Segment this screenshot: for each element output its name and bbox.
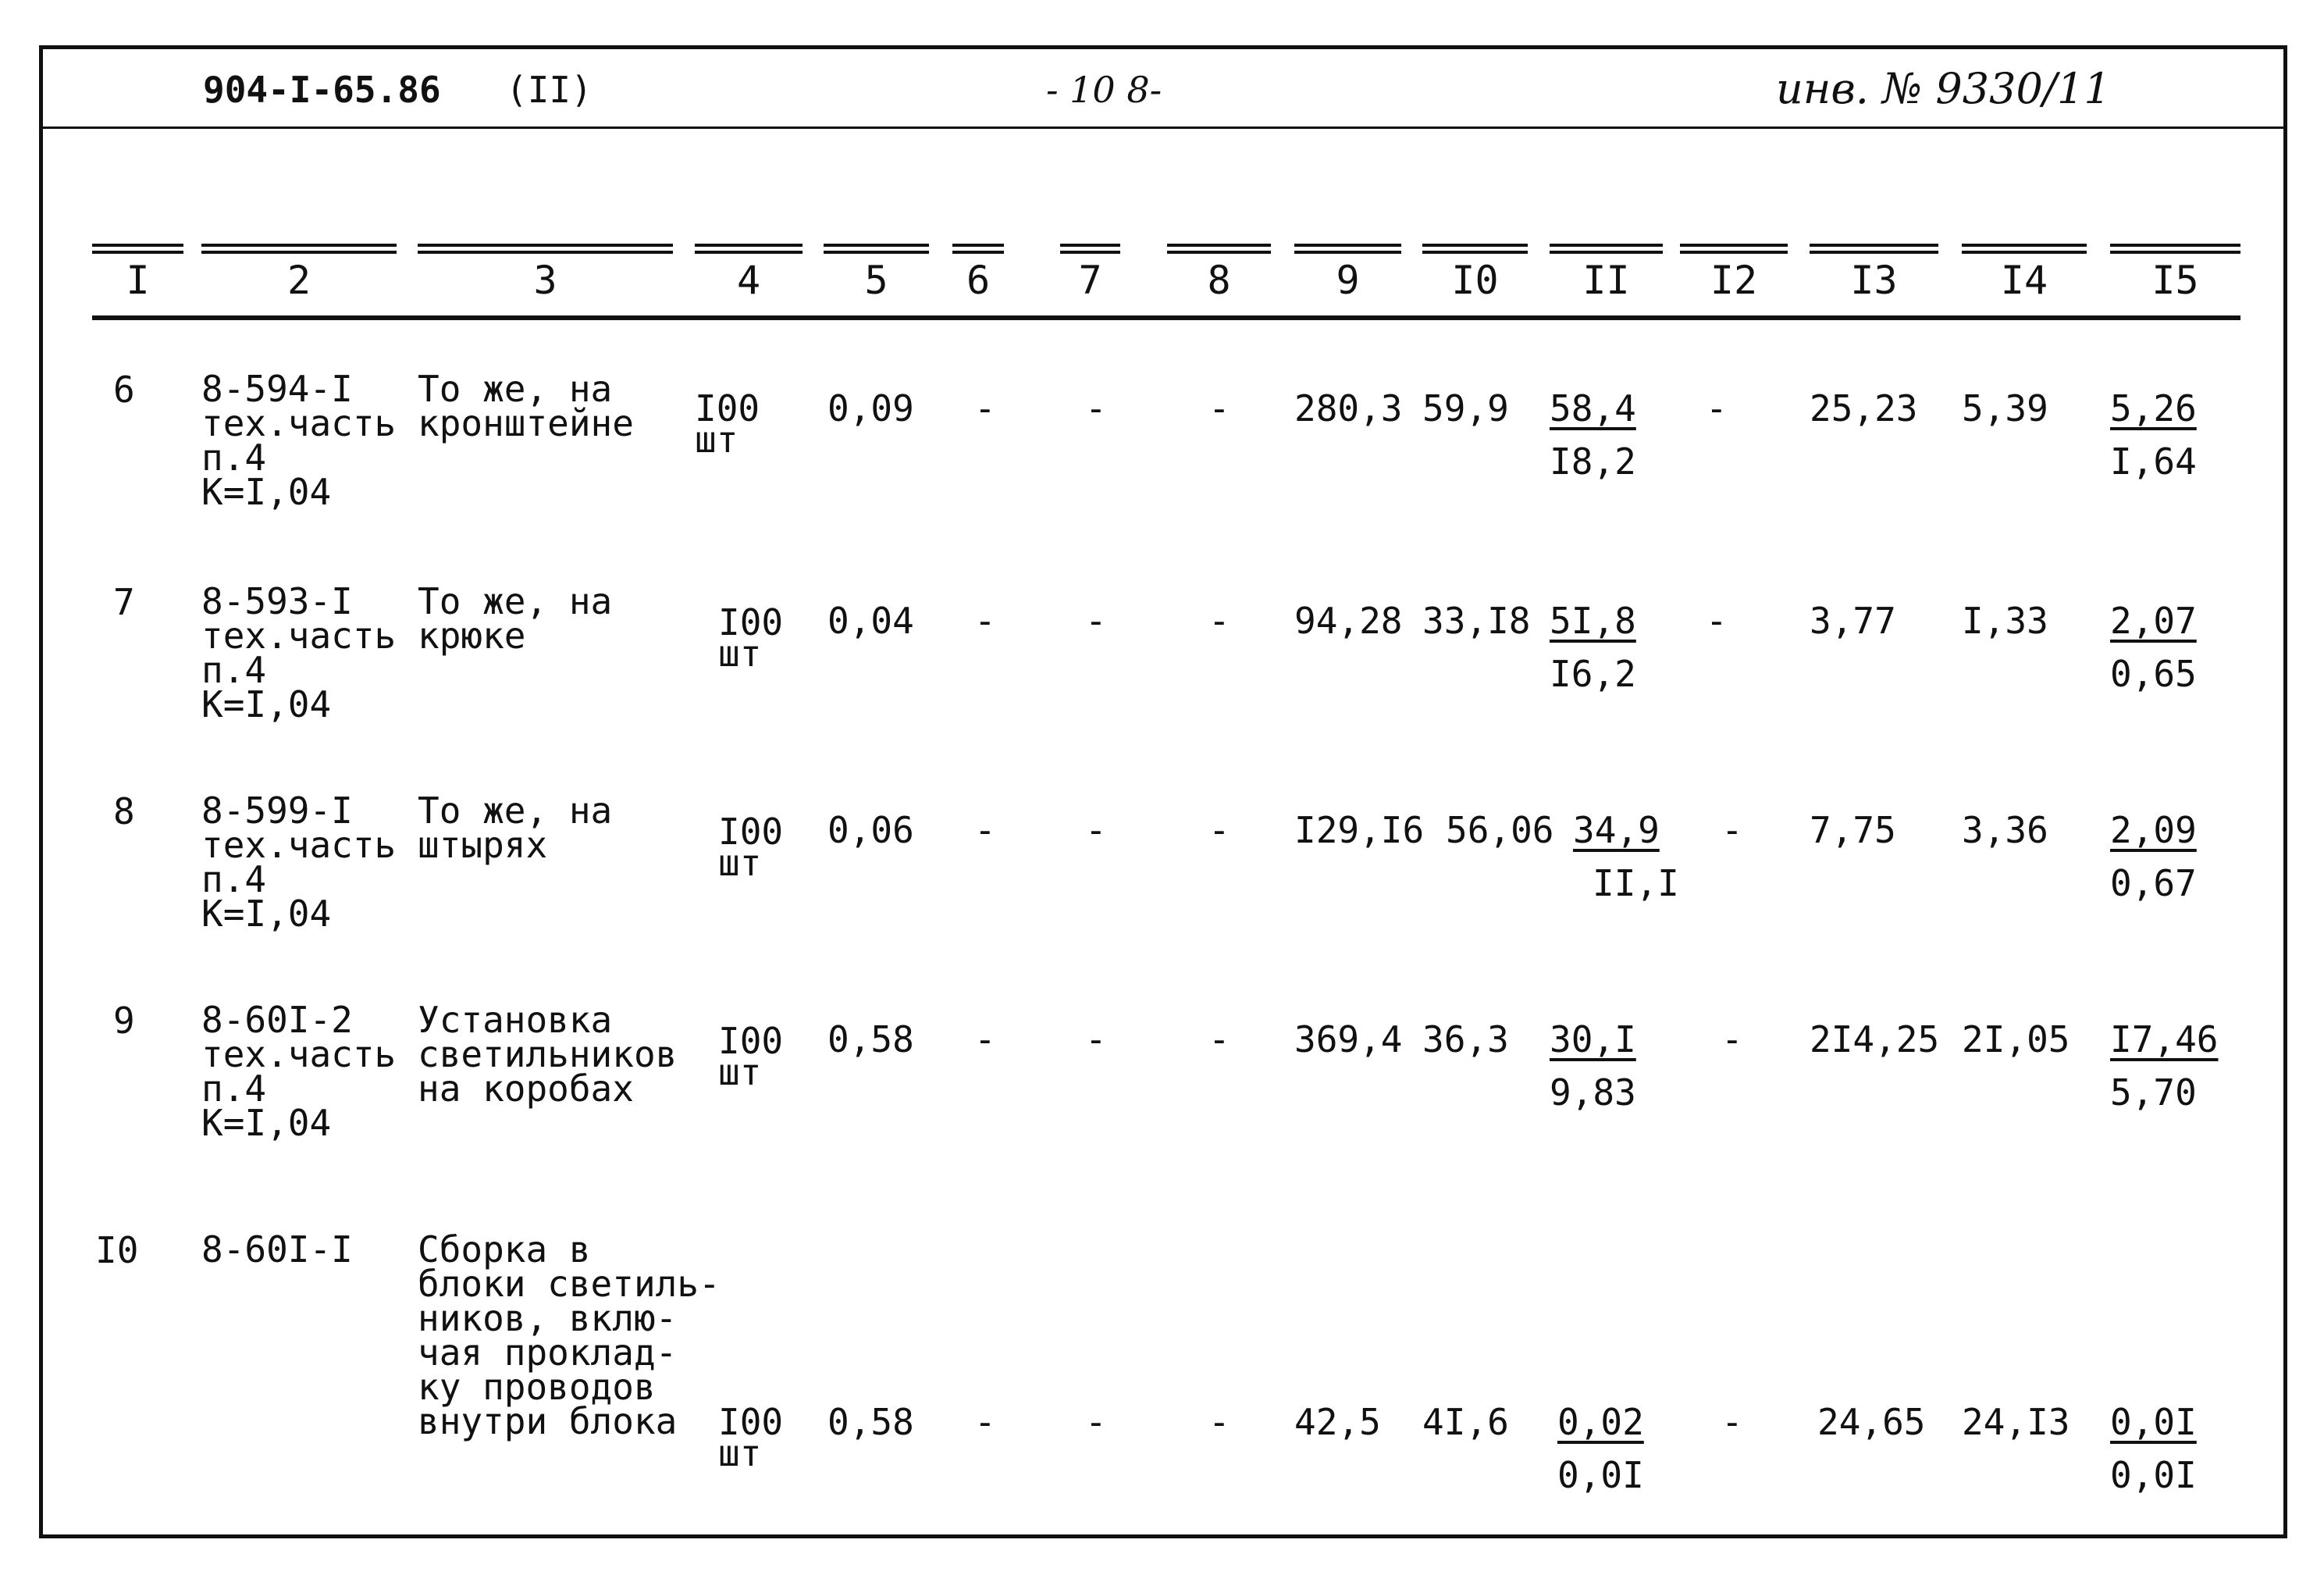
row-col11-numerator: 30,I (1550, 1018, 1636, 1061)
column-header-rule (1550, 244, 1663, 247)
row-description-line: блоки светиль- (418, 1263, 721, 1305)
row-col12: - (1721, 1018, 1743, 1061)
row-col12: - (1721, 1401, 1743, 1443)
row-col7: - (1085, 1401, 1107, 1443)
row-col11-denominator: 0,0I (1557, 1454, 1644, 1496)
row-description-line: на коробах (418, 1067, 634, 1110)
row-col15-denominator: 0,67 (2110, 862, 2197, 905)
column-number-12: I2 (1710, 258, 1758, 303)
column-number-3: 3 (533, 258, 557, 303)
row-col11-numerator: 0,02 (1557, 1401, 1644, 1443)
row-col15-numerator: I7,46 (2110, 1018, 2219, 1061)
row-number: 6 (113, 369, 135, 411)
row-col7: - (1085, 387, 1107, 430)
row-code-line: 8-599-I (201, 789, 353, 832)
row-unit-suffix: шт (695, 419, 738, 462)
row-code-line: тех.часть (201, 615, 397, 657)
row-quantity: 0,04 (827, 600, 914, 643)
row-col14: 2I,05 (1962, 1018, 2070, 1061)
row-number: 8 (113, 790, 135, 832)
row-description-line: внутри блока (418, 1400, 678, 1442)
row-description-line: То же, на (418, 580, 613, 622)
row-col12: - (1706, 600, 1728, 643)
column-header-rule (952, 244, 1004, 247)
page-frame (39, 45, 2287, 1538)
row-number: I0 (95, 1229, 139, 1271)
row-unit: I00 (718, 1401, 784, 1443)
doc-part: (II) (506, 69, 593, 111)
column-number-14: I4 (2000, 258, 2048, 303)
page-number: - 10 8- (1046, 69, 1162, 111)
row-code-line: 8-60I-I (201, 1228, 353, 1271)
row-col12: - (1721, 809, 1743, 852)
row-col15-denominator: 0,0I (2110, 1454, 2197, 1496)
row-code-line: К=I,04 (201, 1102, 332, 1144)
row-description-line: крюке (418, 615, 526, 657)
row-quantity: 0,58 (827, 1401, 914, 1443)
row-col13: 2I4,25 (1810, 1018, 1940, 1061)
row-col15-numerator: 5,26 (2110, 387, 2197, 430)
row-col9: I29,I6 (1294, 809, 1425, 852)
row-col11-denominator: II,I (1593, 862, 1679, 905)
column-header-rule (1422, 244, 1528, 247)
row-col14: I,33 (1962, 600, 2048, 643)
column-header-rule (1167, 244, 1271, 247)
row-col8: - (1208, 1401, 1230, 1443)
row-col8: - (1208, 809, 1230, 852)
row-col8: - (1208, 387, 1230, 430)
row-col10: 56,06 (1446, 809, 1554, 852)
row-col14: 5,39 (1962, 387, 2048, 430)
column-number-7: 7 (1078, 258, 1102, 303)
row-col9: 280,3 (1294, 387, 1403, 430)
row-code-line: тех.часть (201, 1033, 397, 1075)
row-col15-denominator: I,64 (2110, 440, 2197, 483)
row-code-line: 8-60I-2 (201, 999, 353, 1041)
row-unit-suffix: шт (718, 1432, 762, 1474)
row-code-line: п.4 (201, 437, 267, 479)
row-quantity: 0,09 (827, 387, 914, 430)
column-header-rule (695, 244, 803, 247)
header-divider (39, 127, 2287, 129)
row-col9: 42,5 (1294, 1401, 1381, 1443)
column-header-rule (1060, 244, 1120, 247)
row-col15-numerator: 2,09 (2110, 809, 2197, 852)
row-quantity: 0,58 (827, 1018, 914, 1061)
row-col13: 25,23 (1810, 387, 1918, 430)
column-header-rule (2110, 244, 2240, 247)
column-header-rule (1294, 244, 1401, 247)
row-col11-denominator: 9,83 (1550, 1071, 1636, 1114)
row-description-line: кронштейне (418, 402, 634, 444)
row-number: 7 (113, 581, 135, 623)
column-header-rule (201, 244, 397, 247)
column-number-9: 9 (1336, 258, 1360, 303)
row-code-line: п.4 (201, 1067, 267, 1110)
row-col6: - (974, 809, 996, 852)
column-header-rule (1962, 244, 2087, 247)
row-code-line: тех.часть (201, 824, 397, 866)
row-description-line: штырях (418, 824, 548, 866)
row-col13: 3,77 (1810, 600, 1896, 643)
row-col7: - (1085, 600, 1107, 643)
row-col6: - (974, 1018, 996, 1061)
column-number-8: 8 (1207, 258, 1231, 303)
row-col14: 3,36 (1962, 809, 2048, 852)
row-description-line: светильников (418, 1033, 678, 1075)
row-col6: - (974, 600, 996, 643)
row-code-line: 8-593-I (201, 580, 353, 622)
row-col11-numerator: 5I,8 (1550, 600, 1636, 643)
row-code-line: 8-594-I (201, 368, 353, 410)
row-col12: - (1706, 387, 1728, 430)
row-col7: - (1085, 1018, 1107, 1061)
row-col15-numerator: 0,0I (2110, 1401, 2197, 1443)
column-number-5: 5 (864, 258, 888, 303)
row-description-line: чая проклад- (418, 1331, 678, 1374)
row-col11-denominator: I8,2 (1550, 440, 1636, 483)
row-col11-denominator: I6,2 (1550, 653, 1636, 696)
column-number-6: 6 (966, 258, 991, 303)
row-quantity: 0,06 (827, 809, 914, 852)
column-number-15: I5 (2151, 258, 2199, 303)
row-unit-suffix: шт (718, 633, 762, 675)
row-code-line: п.4 (201, 858, 267, 900)
row-description-line: Установка (418, 999, 613, 1041)
row-code-line: тех.часть (201, 402, 397, 444)
row-description-line: Сборка в (418, 1228, 591, 1271)
row-unit: I00 (718, 1020, 784, 1063)
row-unit: I00 (718, 601, 784, 644)
row-description-line: То же, на (418, 368, 613, 410)
column-number-11: II (1582, 258, 1630, 303)
row-col15-numerator: 2,07 (2110, 600, 2197, 643)
column-header-rule (1810, 244, 1938, 247)
column-number-1: I (126, 258, 150, 303)
row-col10: 33,I8 (1422, 600, 1531, 643)
row-number: 9 (113, 1000, 135, 1042)
row-code-line: К=I,04 (201, 471, 332, 513)
row-col14: 24,I3 (1962, 1401, 2070, 1443)
row-col15-denominator: 5,70 (2110, 1071, 2197, 1114)
column-number-4: 4 (736, 258, 761, 303)
doc-code: 904-I-65.86 (203, 69, 441, 111)
row-col11-numerator: 58,4 (1550, 387, 1636, 430)
row-code-line: п.4 (201, 649, 267, 691)
column-header-rule (824, 244, 929, 247)
row-col13: 24,65 (1817, 1401, 1926, 1443)
row-col8: - (1208, 600, 1230, 643)
row-col7: - (1085, 809, 1107, 852)
row-unit: I00 (718, 811, 784, 854)
row-code-line: К=I,04 (201, 893, 332, 935)
column-number-13: I3 (1850, 258, 1898, 303)
row-unit: I00 (695, 387, 760, 430)
row-code-line: К=I,04 (201, 683, 332, 725)
column-number-2: 2 (286, 258, 311, 303)
row-col9: 369,4 (1294, 1018, 1403, 1061)
row-col9: 94,28 (1294, 600, 1403, 643)
row-description-line: ку проводов (418, 1366, 656, 1408)
row-col15-denominator: 0,65 (2110, 653, 2197, 696)
column-header-rule (418, 244, 673, 247)
row-col6: - (974, 387, 996, 430)
row-col11-numerator: 34,9 (1573, 809, 1660, 852)
column-header-rule (1680, 244, 1788, 247)
row-col10: 4I,6 (1422, 1401, 1509, 1443)
column-number-10: I0 (1451, 258, 1499, 303)
row-col13: 7,75 (1810, 809, 1896, 852)
row-col8: - (1208, 1018, 1230, 1061)
row-unit-suffix: шт (718, 842, 762, 885)
column-header-rule (92, 244, 183, 247)
row-col10: 59,9 (1422, 387, 1509, 430)
row-col6: - (974, 1401, 996, 1443)
row-description-line: То же, на (418, 789, 613, 832)
header-bottom-rule (92, 315, 2240, 320)
row-unit-suffix: шт (718, 1051, 762, 1094)
row-col10: 36,3 (1422, 1018, 1509, 1061)
row-description-line: ников, вклю- (418, 1297, 678, 1339)
inventory-number: инв. № 9330/11 (1776, 64, 2111, 113)
